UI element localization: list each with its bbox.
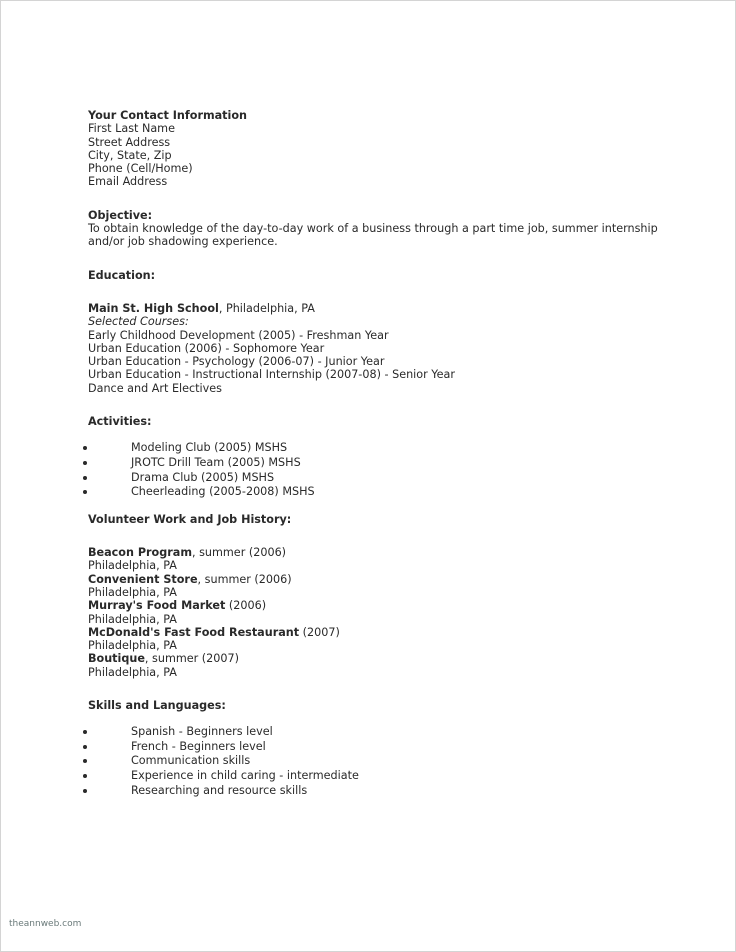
- skills-list: [88, 725, 688, 798]
- activity-label: Modeling Club (2005) MSHS: [131, 441, 288, 455]
- job-line: [88, 599, 688, 612]
- list-item: [88, 725, 688, 740]
- contact-city: City, State, Zip: [88, 148, 172, 162]
- objective-text: To obtain knowledge of the day-to-day work of a business through a part time job, summer internship and/or job shadowing experience.: [88, 222, 658, 249]
- resume-content: [88, 109, 688, 798]
- job-location: Philadelphia, PA: [88, 585, 177, 599]
- skill-label: Spanish - Beginners level: [131, 725, 273, 739]
- course-item: Urban Education - Instructional Internship (2007-08) - Senior Year: [88, 368, 455, 382]
- list-item: [88, 754, 688, 769]
- job-location: Philadelphia, PA: [88, 665, 177, 679]
- job-name: McDonald's Fast Food Restaurant: [88, 625, 300, 639]
- objective-heading: Objective:: [88, 208, 153, 222]
- list-item: [88, 740, 688, 755]
- bullet-icon: [83, 476, 87, 480]
- school-name: Main St. High School: [88, 301, 219, 315]
- contact-street: Street Address: [88, 135, 171, 149]
- course-item: Dance and Art Electives: [88, 381, 222, 395]
- job-name: Convenient Store: [88, 572, 198, 586]
- list-item: [88, 456, 688, 471]
- bullet-icon: [83, 446, 87, 450]
- bullet-icon: [83, 774, 87, 778]
- activity-label: JROTC Drill Team (2005) MSHS: [131, 455, 301, 469]
- job-line: [88, 573, 688, 586]
- education-heading: Education:: [88, 268, 156, 282]
- job-detail: (2007): [299, 625, 340, 639]
- skills-heading: Skills and Languages:: [88, 698, 226, 712]
- volunteer-heading: Volunteer Work and Job History:: [88, 512, 292, 526]
- job-location: Philadelphia, PA: [88, 639, 177, 653]
- skill-label: Experience in child caring - intermediate: [131, 769, 359, 783]
- list-item: [88, 784, 688, 799]
- bullet-icon: [83, 490, 87, 494]
- skill-label: Communication skills: [131, 754, 251, 768]
- activities-list: [88, 441, 688, 499]
- job-detail: , summer (2006): [191, 546, 287, 560]
- job-location: Philadelphia, PA: [88, 612, 177, 626]
- courses-label: Selected Courses:: [88, 315, 189, 329]
- bullet-icon: [83, 789, 87, 793]
- job-name: Boutique: [88, 652, 145, 666]
- job-location: Philadelphia, PA: [88, 559, 177, 573]
- contact-heading: Your Contact Information: [88, 109, 248, 122]
- bullet-icon: [83, 461, 87, 465]
- list-item: [88, 441, 688, 456]
- contact-name: First Last Name: [88, 122, 175, 136]
- job-detail: (2006): [225, 599, 267, 613]
- bullet-icon: [83, 759, 87, 763]
- job-detail: , summer (2007): [144, 652, 239, 666]
- activity-label: Drama Club (2005) MSHS: [131, 470, 275, 484]
- list-item: [88, 769, 688, 784]
- activities-heading: Activities:: [88, 415, 152, 429]
- course-item: Urban Education (2006) - Sophomore Year: [88, 341, 325, 355]
- skill-label: Researching and resource skills: [131, 783, 308, 797]
- contact-phone: Phone (Cell/Home): [88, 162, 193, 176]
- list-item: [88, 471, 688, 486]
- course-item: Early Childhood Development (2005) - Freshman Year: [88, 328, 389, 342]
- skill-label: French - Beginners level: [131, 739, 266, 753]
- bullet-icon: [83, 730, 87, 734]
- school-line: [88, 302, 688, 315]
- activity-label: Cheerleading (2005-2008) MSHS: [131, 485, 315, 499]
- contact-email: Email Address: [88, 175, 168, 189]
- course-item: Urban Education - Psychology (2006-07) - Junior Year: [88, 355, 385, 369]
- job-detail: , summer (2006): [197, 572, 292, 586]
- job-line: [88, 546, 688, 559]
- school-location: , Philadelphia, PA: [218, 301, 315, 315]
- watermark: theannweb.com: [9, 919, 82, 929]
- job-line: [88, 652, 688, 665]
- job-name: Murray's Food Market: [88, 599, 226, 613]
- list-item: [88, 485, 688, 500]
- job-name: Beacon Program: [88, 546, 192, 560]
- job-line: [88, 626, 688, 639]
- bullet-icon: [83, 745, 87, 749]
